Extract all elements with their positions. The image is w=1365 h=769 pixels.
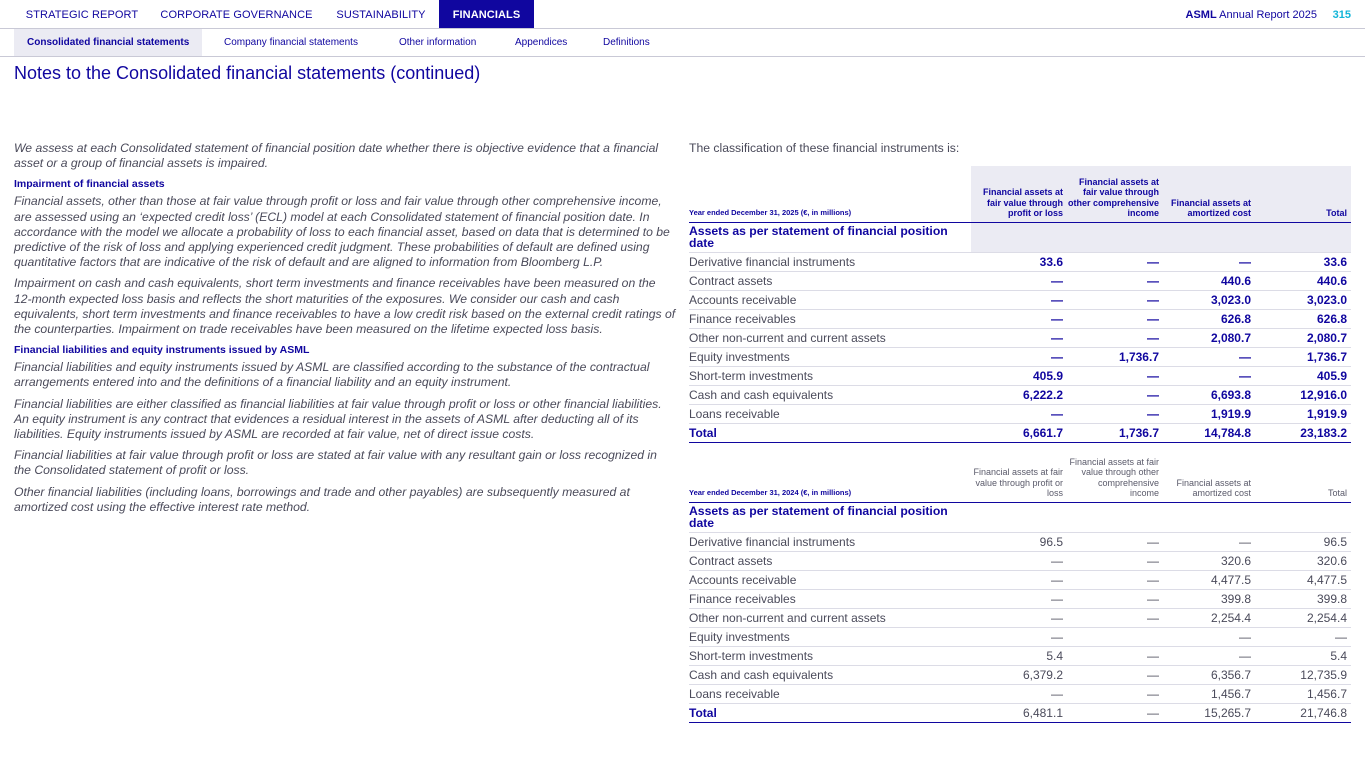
cell-value: — (971, 551, 1067, 570)
subnav-definitions[interactable]: Definitions (603, 37, 650, 48)
col-header-fvoci: Financial assets at fair value through other comprehensive income (1067, 446, 1163, 502)
page-number: 315 (1332, 9, 1351, 21)
cell-value: — (1163, 252, 1255, 271)
table-row (689, 532, 1351, 551)
cell-value: — (1067, 366, 1163, 385)
tab-financials[interactable]: FINANCIALS (439, 0, 534, 28)
row-label: Derivative financial instruments (689, 532, 971, 551)
table-row (689, 271, 1351, 290)
cell-value: 3,023.0 (1255, 290, 1351, 309)
row-label: Short-term investments (689, 366, 971, 385)
liabilities-paragraph-4: Other financial liabilities (including loans, borrowings and trade and other payables) are subsequently measured at amortized cost using the effective interest rate method. (14, 484, 630, 514)
cell-value: 6,481.1 (971, 703, 1067, 722)
tab-strategic-report[interactable]: STRATEGIC REPORT (25, 9, 139, 21)
total-row (689, 423, 1351, 442)
cell-value: 23,183.2 (1255, 423, 1351, 442)
cell-value: — (1067, 570, 1163, 589)
cell-value: 12,735.9 (1255, 665, 1351, 684)
report-brand (1186, 0, 1317, 31)
cell-value: 399.8 (1163, 589, 1255, 608)
total-row (689, 703, 1351, 722)
tab-sustainability[interactable]: SUSTAINABILITY (336, 9, 426, 21)
cell-value: 33.6 (1255, 252, 1351, 271)
cell-value: — (1067, 385, 1163, 404)
cell-value: 1,736.7 (1255, 347, 1351, 366)
row-label: Finance receivables (689, 589, 971, 608)
table-row (689, 385, 1351, 404)
cell-value: 12,916.0 (1255, 385, 1351, 404)
row-label: Contract assets (689, 271, 971, 290)
cell-value: 14,784.8 (1163, 423, 1255, 442)
row-label: Equity investments (689, 347, 971, 366)
top-navigation (0, 0, 1365, 29)
col-header-amortized: Financial assets at amortized cost (1163, 166, 1255, 222)
row-label: Loans receivable (689, 404, 971, 423)
cell-value: — (1067, 532, 1163, 551)
cell-value: 6,222.2 (971, 385, 1067, 404)
cell-value: — (1163, 627, 1255, 646)
cell-value: — (971, 347, 1067, 366)
table-2025-body (689, 252, 1351, 442)
table-row (689, 347, 1351, 366)
cell-value: 96.5 (1255, 532, 1351, 551)
cell-value: 2,080.7 (1163, 328, 1255, 347)
table-row (689, 570, 1351, 589)
col-header-amortized: Financial assets at amortized cost (1163, 446, 1255, 502)
section-row (689, 502, 1351, 532)
cell-value: — (1163, 347, 1255, 366)
cell-value: — (971, 328, 1067, 347)
subnav-consolidated-financial-statements[interactable]: Consolidated financial statements (14, 29, 202, 56)
left-column-text (14, 141, 676, 521)
table-row (689, 309, 1351, 328)
row-label: Equity investments (689, 627, 971, 646)
row-label: Finance receivables (689, 309, 971, 328)
cell-value: 626.8 (1163, 309, 1255, 328)
table-row (689, 646, 1351, 665)
col-header-fvtpl: Financial assets at fair value through profit or loss (971, 166, 1067, 222)
table-row (689, 290, 1351, 309)
col-header-fvtpl: Financial assets at fair value through profit or loss (971, 446, 1067, 502)
cell-value: — (1255, 627, 1351, 646)
cell-value: — (971, 290, 1067, 309)
row-label: Loans receivable (689, 684, 971, 703)
row-label: Accounts receivable (689, 570, 971, 589)
table-row (689, 684, 1351, 703)
cell-value: — (1067, 608, 1163, 627)
brand-name: ASML (1185, 9, 1217, 21)
cell-value: 1,456.7 (1163, 684, 1255, 703)
subnav-company-financial-statements[interactable]: Company financial statements (224, 37, 358, 48)
cell-value: — (1067, 404, 1163, 423)
col-header-total: Total (1255, 446, 1351, 502)
section-row (689, 222, 1351, 252)
table-row (689, 328, 1351, 347)
row-label: Derivative financial instruments (689, 252, 971, 271)
cell-value: — (971, 627, 1067, 646)
cell-value (1067, 627, 1163, 646)
cell-value: 1,456.7 (1255, 684, 1351, 703)
cell-value: 6,693.8 (1163, 385, 1255, 404)
year-header-2024: Year ended December 31, 2024 (€, in millions) (689, 446, 971, 502)
impairment-paragraph-1: Financial assets, other than those at fair value through profit or loss and fair value through other comprehensive income, are assessed using an ‘expected credit loss’ (ECL) model at each Consolidated statement of financial position date. In accordance with the model we allocate a probability of loss to each financial asset, based on data that is determined to be predictive of the risk of loss and applying experienced credit judgment. These probabilities of default are defined using quantitative factors that are indicative of the risk of default and are aligned to information from Bloomberg L.P. (14, 194, 670, 270)
cell-value: 440.6 (1255, 271, 1351, 290)
classification-intro: The classification of these financial instruments is: (689, 141, 960, 155)
tab-corporate-governance[interactable]: CORPORATE GOVERNANCE (160, 9, 313, 21)
cell-value: 6,661.7 (971, 423, 1067, 442)
col-header-fvoci: Financial assets at fair value through other comprehensive income (1067, 166, 1163, 222)
cell-value: 5.4 (1255, 646, 1351, 665)
subnav-other-information[interactable]: Other information (399, 37, 477, 48)
cell-value: 626.8 (1255, 309, 1351, 328)
table-row (689, 608, 1351, 627)
table-2024-body (689, 532, 1351, 722)
cell-value: — (1067, 589, 1163, 608)
cell-value: 399.8 (1255, 589, 1351, 608)
cell-value: 5.4 (971, 646, 1067, 665)
cell-value: 1,736.7 (1067, 423, 1163, 442)
col-header-total: Total (1255, 166, 1351, 222)
cell-value: 2,080.7 (1255, 328, 1351, 347)
row-label: Cash and cash equivalents (689, 665, 971, 684)
cell-value: — (1067, 252, 1163, 271)
row-label: Contract assets (689, 551, 971, 570)
section-label: Assets as per statement of financial position date (689, 502, 971, 532)
page-title: Notes to the Consolidated financial statements (continued) (14, 63, 481, 83)
cell-value: — (971, 608, 1067, 627)
cell-value: 4,477.5 (1163, 570, 1255, 589)
table-row (689, 366, 1351, 385)
cell-value: 2,254.4 (1255, 608, 1351, 627)
cell-value: 6,356.7 (1163, 665, 1255, 684)
cell-value: — (1067, 703, 1163, 722)
cell-value: — (1067, 684, 1163, 703)
table-row (689, 589, 1351, 608)
cell-value: 6,379.2 (971, 665, 1067, 684)
cell-value: — (1067, 665, 1163, 684)
cell-value: 320.6 (1163, 551, 1255, 570)
cell-value: 1,919.9 (1255, 404, 1351, 423)
liabilities-paragraph-2: Financial liabilities are either classified as financial liabilities at fair value through profit or loss or other financial liabilities. An equity instrument is any contract that evidences a residual interest in the assets of ASML after deducting all of its liabilities. Equity instruments issued by ASML are recorded at fair value, net of direct issue costs. (14, 396, 662, 442)
heading-impairment: Impairment of financial assets (14, 178, 165, 191)
liabilities-paragraph-1: Financial liabilities and equity instruments issued by ASML are classified according to the substance of the contractual arrangements entered into and the definitions of a financial liability and an equity instrument. (14, 360, 650, 390)
row-label: Total (689, 703, 971, 722)
cell-value: — (971, 589, 1067, 608)
intro-paragraph: We assess at each Consolidated statement of financial position date whether there is objective evidence that a financial asset or a group of financial assets is impaired. (14, 141, 659, 171)
year-header-2025: Year ended December 31, 2025 (€, in millions) (689, 166, 971, 222)
table-2024-header (689, 446, 1351, 502)
cell-value: 320.6 (1255, 551, 1351, 570)
cell-value: — (971, 271, 1067, 290)
brand-suffix: Annual Report 2025 (1219, 9, 1317, 21)
row-label: Total (689, 423, 971, 442)
sub-navigation (0, 29, 1365, 57)
subnav-appendices[interactable]: Appendices (515, 37, 568, 48)
cell-value: — (971, 309, 1067, 328)
cell-value: — (1067, 328, 1163, 347)
table-2025-header (689, 166, 1351, 222)
cell-value: 1,736.7 (1067, 347, 1163, 366)
cell-value: — (1163, 532, 1255, 551)
cell-value: — (1067, 309, 1163, 328)
table-row (689, 665, 1351, 684)
table-row (689, 627, 1351, 646)
impairment-paragraph-2: Impairment on cash and cash equivalents, short term investments and finance receivables have been measured on the 12-month expected loss basis and reflects the short maturities of the exposures. We consider our cash and cash equivalents, short term investments and finance receivables to have a low credit risk based on the external credit ratings of the counterparties. Impairment on trade receivables have been measured on the lifetime expected loss basis. (14, 276, 676, 337)
cell-value: — (971, 684, 1067, 703)
row-label: Cash and cash equivalents (689, 385, 971, 404)
cell-value: 33.6 (971, 252, 1067, 271)
cell-value: — (1163, 366, 1255, 385)
table-row (689, 404, 1351, 423)
cell-value: 15,265.7 (1163, 703, 1255, 722)
cell-value: 405.9 (971, 366, 1067, 385)
cell-value: 405.9 (1255, 366, 1351, 385)
cell-value: 440.6 (1163, 271, 1255, 290)
table-2024 (689, 446, 1351, 723)
row-label: Other non-current and current assets (689, 608, 971, 627)
liabilities-paragraph-3: Financial liabilities at fair value through profit or loss are stated at fair value with any resultant gain or loss recognized in the Consolidated statement of profit or loss. (14, 448, 657, 478)
cell-value: — (1067, 646, 1163, 665)
cell-value: — (1067, 290, 1163, 309)
cell-value: 1,919.9 (1163, 404, 1255, 423)
cell-value: — (971, 404, 1067, 423)
cell-value: 4,477.5 (1255, 570, 1351, 589)
cell-value: — (1067, 551, 1163, 570)
section-label: Assets as per statement of financial position date (689, 222, 971, 252)
cell-value: 96.5 (971, 532, 1067, 551)
table-row (689, 551, 1351, 570)
cell-value: — (971, 570, 1067, 589)
cell-value: — (1067, 271, 1163, 290)
row-label: Short-term investments (689, 646, 971, 665)
table-2025 (689, 166, 1351, 443)
row-label: Accounts receivable (689, 290, 971, 309)
row-label: Other non-current and current assets (689, 328, 971, 347)
cell-value: — (1163, 646, 1255, 665)
heading-liabilities: Financial liabilities and equity instruments issued by ASML (14, 344, 310, 357)
cell-value: 21,746.8 (1255, 703, 1351, 722)
table-row (689, 252, 1351, 271)
cell-value: 3,023.0 (1163, 290, 1255, 309)
cell-value: 2,254.4 (1163, 608, 1255, 627)
